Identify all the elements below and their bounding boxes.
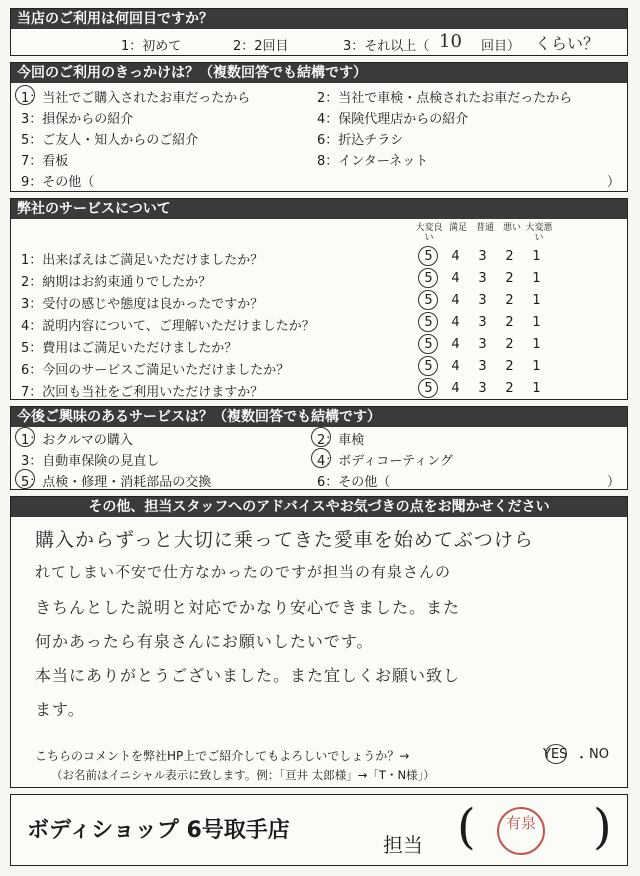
q3-item: 1：出来ばえはご満足いただけましたか？	[21, 253, 264, 268]
q3-col-head: 悪い	[502, 223, 521, 233]
staff-seal-stamp: 有泉	[497, 807, 545, 855]
q3-item: 2：納期はお約束通りでしたか？	[21, 275, 212, 290]
q1-section	[10, 8, 628, 56]
q3-col-head: 満足	[448, 223, 467, 233]
staff-paren-open: (	[457, 799, 476, 855]
shop-name: ボディショップ 6号取手店	[27, 818, 290, 843]
staff-label: 担当	[383, 833, 423, 857]
comment-line: 何かあったら有泉さんにお願いしたいです。	[35, 632, 374, 651]
q2-item: 3：損保からの紹介	[21, 112, 134, 127]
q3-section	[10, 198, 628, 400]
q3-answer-circle	[418, 378, 438, 398]
q2-item: 6：折込チラシ	[317, 133, 404, 148]
q3-answer-circle	[418, 312, 438, 332]
q4-header: 今後ご興味のあるサービスは？（複数回答でも結構です）	[11, 407, 627, 427]
q4-item: 3：自動車保険の見直し	[21, 454, 160, 469]
comment-line: 本当にありがとうございました。また宜しくお願い致し	[35, 666, 461, 685]
consent-question: こちらのコメントを弊社HP上でご紹介してもよろしいでしょうか？→	[35, 749, 410, 763]
q3-rating-row: 5 4 3 2 1	[424, 271, 541, 286]
comment-line: ます。	[35, 700, 85, 719]
q2-item: 9：その他（	[21, 175, 95, 190]
q3-rating-row: 5 4 3 2 1	[424, 381, 541, 396]
q2-item: 7：看板	[21, 154, 69, 169]
q3-item: 7：次回も当社をご利用いただけますか？	[21, 385, 264, 400]
q2-item: 2：当社で車検・点検されたお車だったから	[317, 91, 573, 106]
staff-paren-close: )	[593, 799, 612, 855]
q4-item: 6：その他（	[317, 475, 391, 490]
q3-item: 5：費用はご満足いただけましたか？	[21, 341, 238, 356]
q3-rating-row: 5 4 3 2 1	[424, 315, 541, 330]
q1-option-3-suffix: 回目）	[481, 39, 521, 54]
q4-item-close: ）	[607, 475, 621, 490]
q3-rating-row: 5 4 3 2 1	[424, 249, 541, 264]
q4-item: 4：ボディコーティング	[317, 454, 453, 469]
q1-handwritten-note: くらい？	[535, 34, 600, 53]
q3-header: 弊社のサービスについて	[11, 199, 627, 219]
q3-answer-circle	[418, 290, 438, 310]
q3-rating-row: 5 4 3 2 1	[424, 293, 541, 308]
q3-col-head: 大変良い	[415, 223, 443, 243]
q3-answer-circle	[418, 246, 438, 266]
q3-answer-circle	[418, 334, 438, 354]
consent-no: NO	[589, 747, 609, 762]
q4-section	[10, 406, 628, 490]
consent-sep: ・	[575, 751, 589, 766]
q3-item: 4：説明内容について、ご理解いただけましたか？	[21, 319, 315, 334]
comment-line: きちんとした説明と対応でかなり安心できました。また	[35, 598, 461, 617]
q5-section	[10, 496, 628, 788]
q2-item-close: ）	[607, 175, 621, 190]
footer	[10, 794, 628, 866]
q3-rating-row: 5 4 3 2 1	[424, 359, 541, 374]
comment-line: れてしまい不安で仕方なかったのですが担当の有泉さんの	[35, 563, 452, 581]
q1-header: 当店のご利用は何回目ですか？	[11, 9, 627, 29]
q4-item: 1：おクルマの購入	[21, 433, 133, 448]
q3-item: 3：受付の感じや態度は良かったですか？	[21, 297, 264, 312]
q3-col-head: 大変悪い	[525, 223, 553, 243]
q2-section	[10, 62, 628, 192]
q3-rating-row: 5 4 3 2 1	[424, 337, 541, 352]
survey-sheet	[10, 8, 628, 868]
q2-item: 8：インターネット	[317, 154, 429, 169]
q4-item: 2：車検	[317, 433, 365, 448]
q4-item: 5：点検・修理・消耗部品の交換	[21, 475, 212, 490]
q2-item: 1：当社でご購入されたお車だったから	[21, 91, 251, 106]
q2-header: 今回のご利用のきっかけは？（複数回答でも結構です）	[11, 63, 627, 83]
q1-handwritten-count: 10	[439, 31, 462, 52]
comment-line: 購入からずっと大切に乗ってきた愛車を始めてぶつけら	[35, 529, 534, 551]
q2-item: 4：保険代理店からの紹介	[317, 112, 469, 127]
q3-item: 6：今回のサービスご満足いただけましたか？	[21, 363, 290, 378]
q3-col-head: 普通	[475, 223, 494, 233]
q2-item: 5：ご友人・知人からのご紹介	[21, 133, 199, 148]
consent-yes-circle	[545, 744, 567, 764]
q1-option-3: 3：それ以上（	[343, 39, 430, 54]
consent-note: （お名前はイニシャル表示に致します。例：「亘井 太郎様」→「T・N様」）	[51, 768, 435, 782]
q1-option-2: 2：2回目	[233, 39, 289, 54]
q1-option-1: 1：初めて	[121, 39, 182, 54]
consent-yes: YES	[543, 747, 568, 762]
q5-header: その他、担当スタッフへのアドバイスやお気づきの点をお聞かせください	[11, 497, 627, 517]
q3-answer-circle	[418, 268, 438, 288]
q3-answer-circle	[418, 356, 438, 376]
